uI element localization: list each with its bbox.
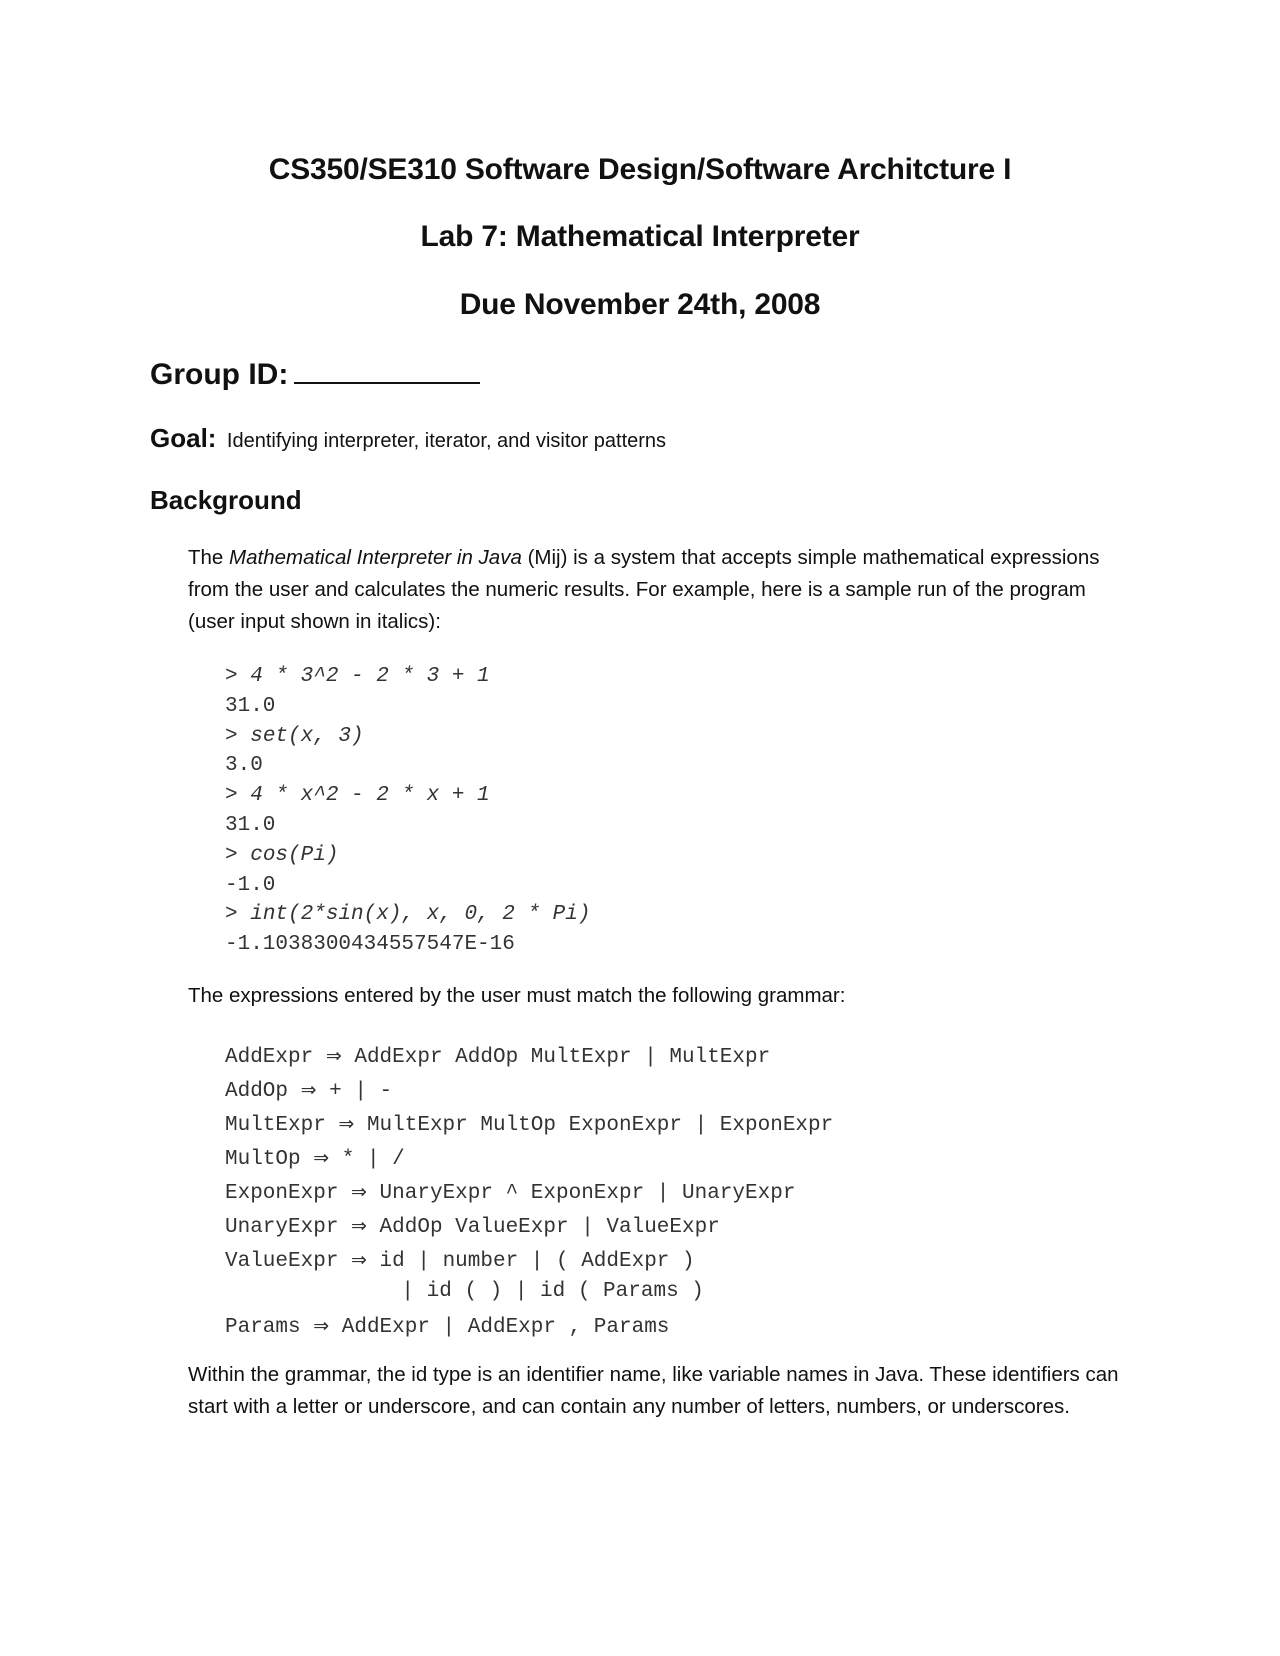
intro-italic-name: Mathematical Interpreter in Java [229,546,522,569]
group-id-blank [294,354,480,384]
goal-line [150,422,666,459]
derives-arrow-icon: ⇒ [351,1215,367,1237]
grammar-rule-rhs: AddOp ValueExpr | ValueExpr [366,1216,720,1239]
grammar-rule [225,1307,833,1345]
intro-the: The [188,546,224,569]
grammar-rule-lhs: AddExpr [225,1046,326,1069]
due-date: Due November 24th, 2008 [459,288,821,321]
grammar-rule [225,1039,833,1073]
grammar-rule [225,1141,833,1175]
sample-session [225,662,590,960]
grammar-rule-rhs: + | - [316,1080,393,1103]
grammar-rule-lhs: MultOp [225,1148,314,1171]
session-input-line [225,841,590,871]
grammar-rule-rhs: id | number | ( AddExpr ) [366,1250,695,1273]
session-input-line [225,722,590,752]
session-input-line [225,662,590,692]
identifier-note-paragraph: Within the grammar, the id type is an identifier name, like variable names in Java. These identifiers can start with a letter or underscore, and can contain any number of letters, numbers, or underscores. [188,1363,1119,1418]
grammar-rule-lhs: UnaryExpr [225,1216,352,1239]
user-input: 4 * 3^2 - 2 * 3 + 1 [250,665,490,688]
user-input: 4 * x^2 - 2 * x + 1 [250,784,490,808]
session-input-line [225,781,590,811]
session-input-line [225,900,590,930]
grammar-intro-paragraph: The expressions entered by the user must match the following grammar: [188,984,846,1007]
derives-arrow-icon: ⇒ [325,1045,342,1067]
derives-arrow-icon: ⇒ [351,1181,367,1203]
grammar-rule-lhs: MultExpr [225,1114,339,1137]
grammar-rule-lhs: AddOp [225,1080,301,1103]
grammar-rule-lhs: ValueExpr [225,1250,352,1273]
grammar-rule [225,1209,833,1243]
grammar-rule [225,1243,833,1277]
prompt-symbol: > [225,843,251,867]
prompt-symbol: > [225,724,251,748]
grammar-rule-lhs: ExponExpr [225,1182,352,1205]
grammar-block [225,1039,833,1345]
grammar-rule-rhs: AddExpr AddOp MultExpr | MultExpr [341,1046,771,1069]
grammar-rule [225,1175,833,1209]
session-output-line: -1.1038300434557547E-16 [225,933,515,957]
derives-arrow-icon: ⇒ [313,1147,330,1169]
user-input: int(2*sin(x), x, 0, 2 * Pi) [250,903,591,927]
group-id-label: Group ID: [150,358,289,391]
lab-title: Lab 7: Mathematical Interpreter [420,220,860,253]
grammar-rule-continuation: | id ( ) | id ( Params ) [225,1280,704,1303]
course-title: CS350/SE310 Software Design/Software Architcture I [268,153,1012,186]
derives-arrow-icon: ⇒ [338,1113,355,1135]
grammar-rule-lhs: Params [225,1316,314,1339]
grammar-rule [225,1073,833,1107]
intro-rest: (Mij) is a system that accepts simple mathematical expressions from the user and calculates the numeric results. For example, here is a sample run of the program (user input shown in italics): [188,546,1100,633]
goal-text: Identifying interpreter, iterator, and visitor patterns [226,430,667,452]
prompt-symbol: > [225,665,251,688]
prompt-symbol: > [225,784,251,808]
session-output-line: -1.0 [225,873,276,897]
prompt-symbol: > [225,903,251,927]
background-heading: Background [150,485,302,515]
grammar-rule-rhs: UnaryExpr ^ ExponExpr | UnaryExpr [366,1182,796,1205]
derives-arrow-icon: ⇒ [300,1079,317,1101]
session-output-line: 3.0 [225,754,263,778]
group-id-line [150,354,480,393]
grammar-rule-rhs: MultExpr MultOp ExponExpr | ExponExpr [354,1114,834,1137]
grammar-rule [225,1107,833,1141]
user-input: cos(Pi) [250,843,339,867]
background-intro-paragraph [188,542,1128,638]
user-input: set(x, 3) [250,724,364,748]
grammar-rule-rhs: * | / [329,1148,405,1171]
session-output-line: 31.0 [225,813,276,837]
grammar-rule-rhs: AddExpr | AddExpr , Params [329,1316,670,1339]
derives-arrow-icon: ⇒ [351,1249,367,1271]
derives-arrow-icon: ⇒ [313,1315,330,1337]
goal-label: Goal: [150,423,217,453]
session-output-line: 31.0 [225,694,276,718]
